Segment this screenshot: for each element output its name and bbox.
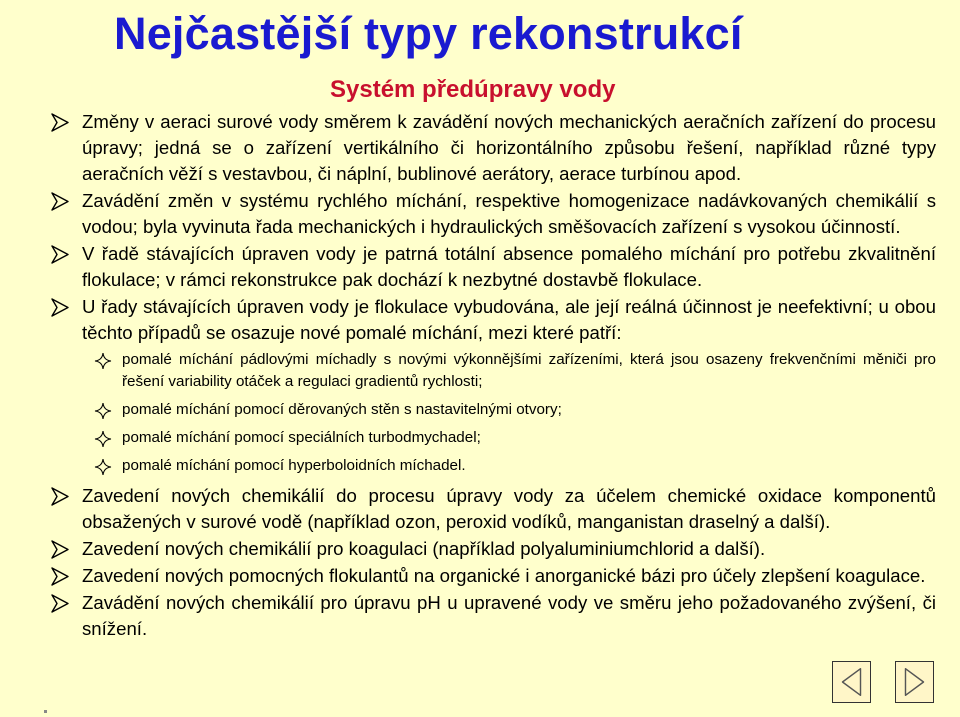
sub-list-item	[48, 399, 936, 421]
sub-list-item	[48, 349, 936, 393]
nav-forward-button[interactable]	[895, 661, 934, 703]
list-item	[48, 241, 936, 293]
list-item	[48, 294, 936, 346]
nav-back-button[interactable]	[832, 661, 871, 703]
list-item	[48, 483, 936, 535]
list-item-text: Zavádění změn v systému rychlého míchání, respektive homogenizace nadávkovaných chemikálií s vodou; byla vyvinuta řada mechanických i hydraulických směšovacích zařízení s vysokou účinností.	[82, 190, 936, 237]
arrowhead-bullet-icon	[50, 192, 70, 211]
four-point-star-icon	[94, 458, 112, 476]
list-item	[48, 563, 936, 589]
sub-list-item	[48, 455, 936, 477]
arrowhead-bullet-icon	[50, 487, 70, 506]
list-item-text: Zavádění nových chemikálií pro úpravu pH u upravené vody ve směru jeho požadovaného zvýšení, či snížení.	[82, 592, 936, 639]
sub-list-item-text: pomalé míchání pomocí děrovaných stěn s nastavitelnými otvory;	[122, 401, 562, 418]
list-item	[48, 590, 936, 642]
list-item-text: Zavedení nových pomocných flokulantů na organické i anorganické bázi pro účely zlepšení koagulace.	[82, 565, 926, 586]
list-item	[48, 109, 936, 187]
list-item-text: Zavedení nových chemikálií pro koagulaci (například polyaluminiumchlorid a další).	[82, 538, 766, 559]
slide-content	[48, 109, 936, 642]
nav-forward-icon	[896, 662, 933, 702]
nav-back-icon	[833, 662, 870, 702]
page-subtitle: Systém předúpravy vody	[330, 76, 616, 103]
list-item-text: U řady stávajících úpraven vody je flokulace vybudována, ale její reálná účinnost je neefektivní; u obou těchto případů se osazuje nové pomalé míchání, mezi které patří:	[82, 296, 936, 343]
four-point-star-icon	[94, 352, 112, 370]
arrowhead-bullet-icon	[50, 540, 70, 559]
four-point-star-icon	[94, 402, 112, 420]
list-item-text: Zavedení nových chemikálií do procesu úpravy vody za účelem chemické oxidace komponentů obsažených v surové vodě (například ozon, peroxid vodíků, manganistan draselný a další).	[82, 485, 936, 532]
sub-list-item-text: pomalé míchání pádlovými míchadly s novými výkonnějšími zařízeními, která jsou osazeny frekvenčními měniči pro řešení variability otáček a regulaci gradientů rychlosti;	[122, 351, 936, 390]
four-point-star-icon	[94, 430, 112, 448]
sub-list-item-text: pomalé míchání pomocí hyperboloidních míchadel.	[122, 457, 466, 474]
arrowhead-bullet-icon	[50, 245, 70, 264]
list-item-text: V řadě stávajících úpraven vody je patrná totální absence pomalého míchání pro potřebu zkvalitnění flokulace; v rámci rekonstrukce pak dochází k nezbytné dostavbě flokulace.	[82, 243, 936, 290]
arrowhead-bullet-icon	[50, 298, 70, 317]
list-item-text: Změny v aeraci surové vody směrem k zavádění nových mechanických aeračních zařízení do procesu úpravy; jedná se o zařízení vertikálního či horizontálního způsobu řešení, například různé typy aeračních věží s vestavbou, či náplní, bublinové aerátory, aerace turbínou apod.	[82, 111, 936, 184]
arrowhead-bullet-icon	[50, 567, 70, 586]
list-item	[48, 536, 936, 562]
arrowhead-bullet-icon	[50, 594, 70, 613]
sub-list-item	[48, 427, 936, 449]
arrowhead-bullet-icon	[50, 113, 70, 132]
decorative-dot	[44, 710, 47, 713]
sub-list-item-text: pomalé míchání pomocí speciálních turbodmychadel;	[122, 429, 481, 446]
list-item	[48, 188, 936, 240]
page-title: Nejčastější typy rekonstrukcí	[114, 8, 743, 59]
